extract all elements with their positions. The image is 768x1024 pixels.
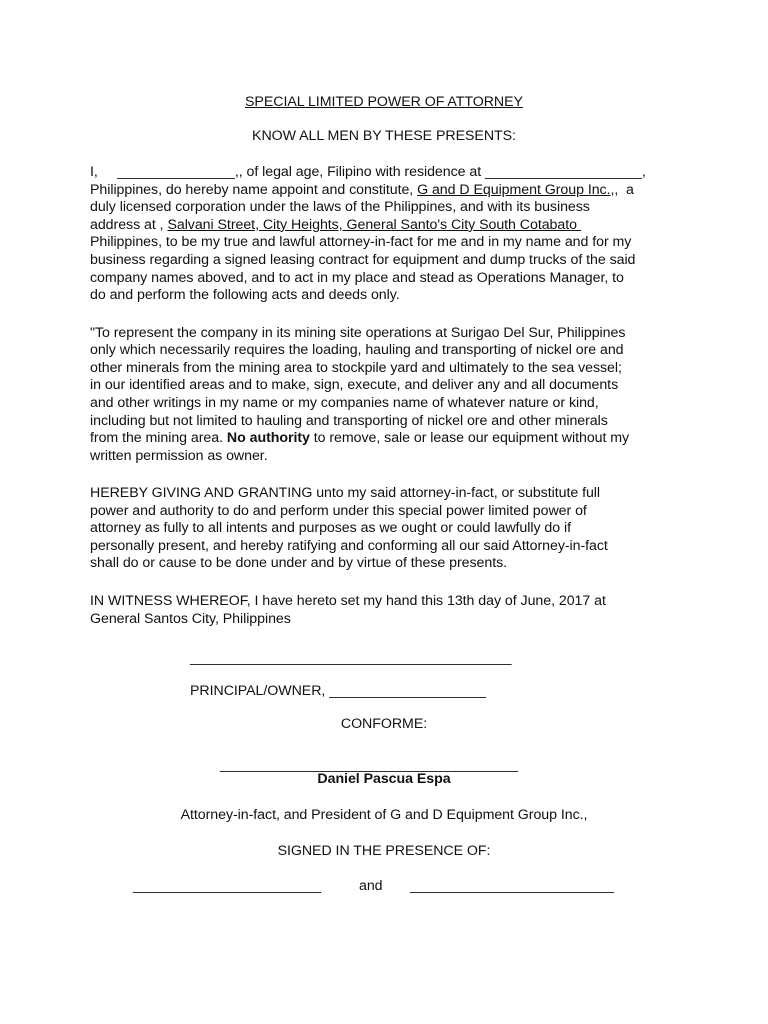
para2-line-5: and other writings in my name or my companies name of whatever nature or kind, — [90, 394, 599, 411]
para2-line-3: other minerals from the mining area to stockpile yard and ultimately to the sea vessel; — [90, 359, 622, 376]
para1-line-1: I, _______________,, of legal age, Filipino with residence at ____________________, — [90, 164, 646, 180]
para1-line-2-b: , a — [614, 181, 634, 198]
attorney-name: Daniel Pascua Espa — [317, 771, 451, 787]
attorney-title: Attorney-in-fact, and President of G and D Equipment Group Inc., — [180, 807, 588, 823]
para1-line-4-a: address at , — [90, 216, 168, 233]
para2-line-7-b: to remove, sale or lease our equipment without my — [309, 430, 630, 447]
para2-line-1: "To represent the company in its mining site operations at Surigao Del Sur, Philippines — [90, 324, 626, 341]
para1-line-6: business regarding a signed leasing contract for equipment and dump trucks of the said — [90, 252, 636, 268]
para1-line-2-a: Philippines, do hereby name appoint and constitute, — [90, 181, 418, 198]
no-authority-emphasis: No authority — [226, 430, 310, 447]
business-address: Salvani Street, City Heights, General Santo's City South Cotabato — [167, 216, 581, 233]
witness-1-line: ________________________ — [133, 878, 322, 894]
para1-line-3: duly licensed corporation under the laws of the Philippines, and with its business — [90, 199, 590, 216]
company-name: G and D Equipment Group Inc., — [417, 181, 615, 198]
document-title: SPECIAL LIMITED POWER OF ATTORNEY — [245, 94, 523, 110]
para2-line-2: only which necessarily requires the loading, hauling and transporting of nickel ore and — [90, 342, 624, 359]
conforme-label: CONFORME: — [340, 716, 428, 732]
para1-line-5: Philippines, to be my true and lawful attorney-in-fact for me and in my name and for my — [90, 234, 632, 251]
witness-header: SIGNED IN THE PRESENCE OF: — [277, 843, 491, 859]
para3-line-1: HEREBY GIVING AND GRANTING unto my said attorney-in-fact, or substitute full — [90, 485, 601, 501]
para3-line-4: personally present, and hereby ratifying and conforming all our said Attorney-in-fact — [90, 537, 608, 554]
para3-line-5: shall do or cause to be done under and by virtue of these presents. — [90, 555, 508, 572]
attorney-signature-line: ______________________________________ — [220, 757, 518, 773]
para1-line-8: do and perform the following acts and deeds only. — [90, 287, 400, 304]
para4-line-1: IN WITNESS WHEREOF, I have hereto set my hand this 13th day of June, 2017 at — [90, 593, 606, 609]
para2-line-7-a: from the mining area. — [90, 430, 227, 447]
witness-2-line: __________________________ — [410, 878, 614, 894]
para3-line-2: power and authority to do and perform under this special power limited power of — [90, 502, 587, 519]
para1-line-4 — [90, 217, 581, 235]
para2-line-6: including but not limited to hauling and transporting of nickel ore and other minerals — [90, 412, 608, 429]
para2-line-7 — [90, 430, 629, 448]
principal-signature-line: _________________________________________ — [190, 650, 512, 666]
para3-line-3: attorney as fully to all intents and purposes as we ought or could lawfully do if — [90, 520, 571, 537]
witness-and: and — [359, 878, 383, 894]
para1-line-2 — [90, 182, 634, 200]
principal-label: PRINCIPAL/OWNER, ____________________ — [190, 683, 487, 699]
para4-line-2: General Santos City, Philippines — [90, 610, 291, 627]
para1-line-7: company names aboved, and to act in my place and stead as Operations Manager, to — [90, 269, 624, 286]
para2-line-4: in our identified areas and to make, sign, execute, and deliver any and all documents — [90, 377, 619, 394]
document-subtitle: KNOW ALL MEN BY THESE PRESENTS: — [252, 128, 516, 144]
para2-line-8: written permission as owner. — [90, 447, 268, 464]
